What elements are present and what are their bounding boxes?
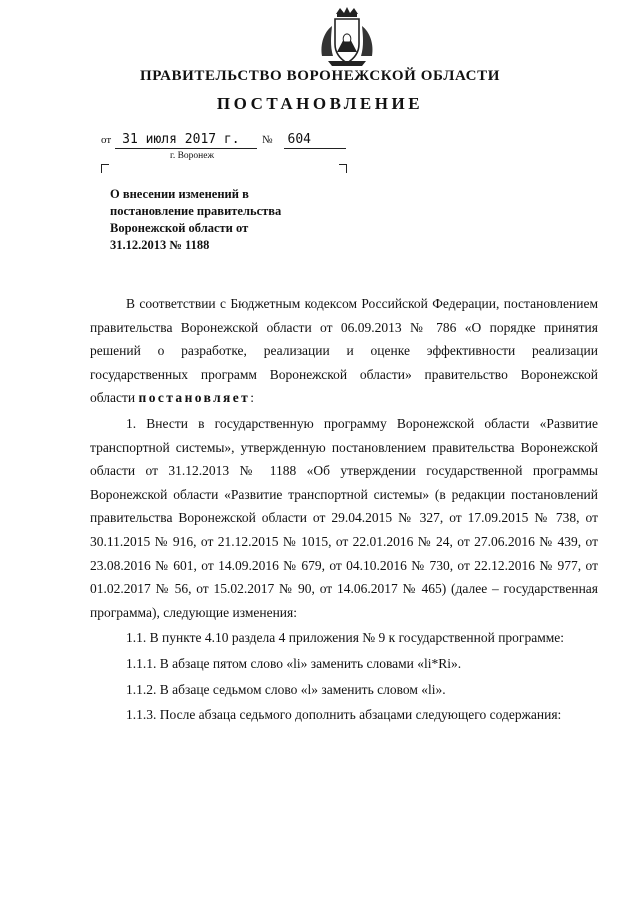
preamble-text: В соответствии с Бюджетным кодексом Российской Федерации, постановлением правительства Воронежской области от 06.09.2013 № 786 «О порядке принятия решений о разработке, реализации и оценке эффективности реализации государственных программ Воронежской области» правительство Воронежской области — [90, 296, 598, 406]
date-value: 31 июля 2017 г. — [122, 132, 240, 147]
document-body — [90, 292, 598, 727]
document-type: ПОСТАНОВЛЕНИЕ — [216, 94, 424, 113]
document-number — [262, 132, 352, 147]
number-underline — [284, 148, 346, 149]
document-date — [101, 132, 261, 147]
preamble-paragraph — [90, 292, 598, 410]
item-1-1-3-paragraph: 1.1.3. После абзаца седьмого дополнить абзацами следующего содержания: — [126, 707, 562, 723]
document-subject — [110, 186, 350, 254]
item-1-1-1-paragraph: 1.1.1. В абзаце пятом слово «li» заменить словами «li*Ri». — [126, 655, 462, 671]
item-1-paragraph: 1. Внести в государственную программу Воронежской области «Развитие транспортной системы», утвержденную постановлением правительства Воронежской области от 31.12.2013 № 1188 «Об утверждении государственной программы Воронежской области «Развитие транспортной системы» (в редакции постановлений правительства Воронежской области от 29.04.2015 № 327, от 17.09.2015 № 738, от 30.11.2015 № 916, от 21.12.2015 № 1015, от 22.01.2016 № 24, от 27.06.2016 № 439, от 23.08.2016 № 601, от 14.09.2016 № 679, от 04.10.2016 № 730, от 22.12.2016 № 977, от 01.02.2017 № 56, от 15.02.2017 № 90, от 14.06.2017 № 465) (далее – государственная программа), следующие изменения: — [90, 415, 598, 620]
number-prefix: № — [262, 134, 273, 146]
coat-of-arms-icon — [318, 6, 376, 68]
subject-line: постановление правительства — [110, 204, 282, 218]
subject-corner-right — [339, 164, 347, 173]
date-underline — [115, 148, 257, 149]
government-title: ПРАВИТЕЛЬСТВО ВОРОНЕЖСКОЙ ОБЛАСТИ — [140, 68, 500, 84]
resolves-word: постановляет — [138, 390, 251, 406]
item-1-1-2-paragraph: 1.1.2. В абзаце седьмом слово «l» заменить словом «li». — [126, 681, 446, 697]
subject-line: О внесении изменений в — [110, 187, 249, 201]
date-prefix: от — [101, 134, 112, 146]
number-value: 604 — [287, 132, 311, 147]
resolves-colon: : — [250, 390, 254, 406]
item-1-1-paragraph: 1.1. В пункте 4.10 раздела 4 приложения № 9 к государственной программе: — [126, 630, 565, 646]
subject-line: Воронежской области от — [110, 221, 249, 235]
subject-line: 31.12.2013 № 1188 — [110, 238, 210, 252]
subject-corner-left — [101, 164, 109, 173]
city-label: г. Воронеж — [170, 151, 215, 161]
